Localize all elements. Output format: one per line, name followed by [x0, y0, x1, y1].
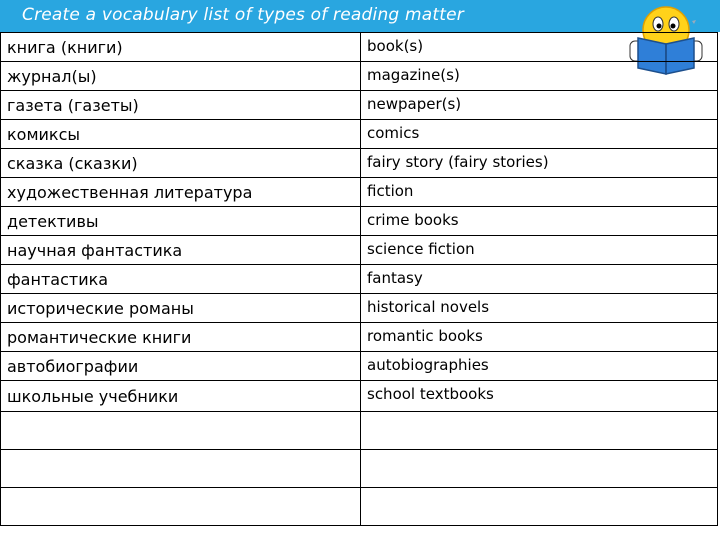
empty-cell	[361, 488, 718, 526]
empty-table-row	[1, 450, 718, 488]
title-banner	[0, 0, 720, 32]
table-row	[1, 294, 718, 323]
table-row	[1, 149, 718, 178]
english-translation: science fiction	[361, 236, 718, 265]
russian-word: книга (книги)	[1, 33, 361, 62]
table-row	[1, 91, 718, 120]
russian-word: комиксы	[1, 120, 361, 149]
russian-word: сказка (сказки)	[1, 149, 361, 178]
english-translation: comics	[361, 120, 718, 149]
russian-word: научная фантастика	[1, 236, 361, 265]
english-translation: romantic books	[361, 323, 718, 352]
english-translation: newpaper(s)	[361, 91, 718, 120]
empty-cell	[361, 412, 718, 450]
russian-word: фантастика	[1, 265, 361, 294]
english-translation: fantasy	[361, 265, 718, 294]
table-row	[1, 352, 718, 381]
table-row	[1, 207, 718, 236]
table-row	[1, 323, 718, 352]
page-title: Create a vocabulary list of types of reading matter	[22, 5, 464, 25]
vocabulary-table	[0, 32, 718, 526]
english-translation: book(s)	[361, 33, 718, 62]
russian-word: журнал(ы)	[1, 62, 361, 91]
russian-word: исторические романы	[1, 294, 361, 323]
empty-cell	[1, 488, 361, 526]
english-translation: historical novels	[361, 294, 718, 323]
table-row	[1, 120, 718, 149]
table-row	[1, 236, 718, 265]
empty-cell	[1, 450, 361, 488]
english-translation: school textbooks	[361, 381, 718, 412]
english-translation: crime books	[361, 207, 718, 236]
english-translation: fiction	[361, 178, 718, 207]
empty-table-row	[1, 488, 718, 526]
russian-word: художественная литература	[1, 178, 361, 207]
russian-word: романтические книги	[1, 323, 361, 352]
empty-cell	[361, 450, 718, 488]
table-row	[1, 265, 718, 294]
table-row	[1, 33, 718, 62]
table-row	[1, 178, 718, 207]
russian-word: газета (газеты)	[1, 91, 361, 120]
russian-word: автобиографии	[1, 352, 361, 381]
russian-word: детективы	[1, 207, 361, 236]
empty-cell	[1, 412, 361, 450]
russian-word: школьные учебники	[1, 381, 361, 412]
english-translation: magazine(s)	[361, 62, 718, 91]
table-row	[1, 381, 718, 412]
english-translation: autobiographies	[361, 352, 718, 381]
table-row	[1, 62, 718, 91]
english-translation: fairy story (fairy stories)	[361, 149, 718, 178]
empty-table-row	[1, 412, 718, 450]
